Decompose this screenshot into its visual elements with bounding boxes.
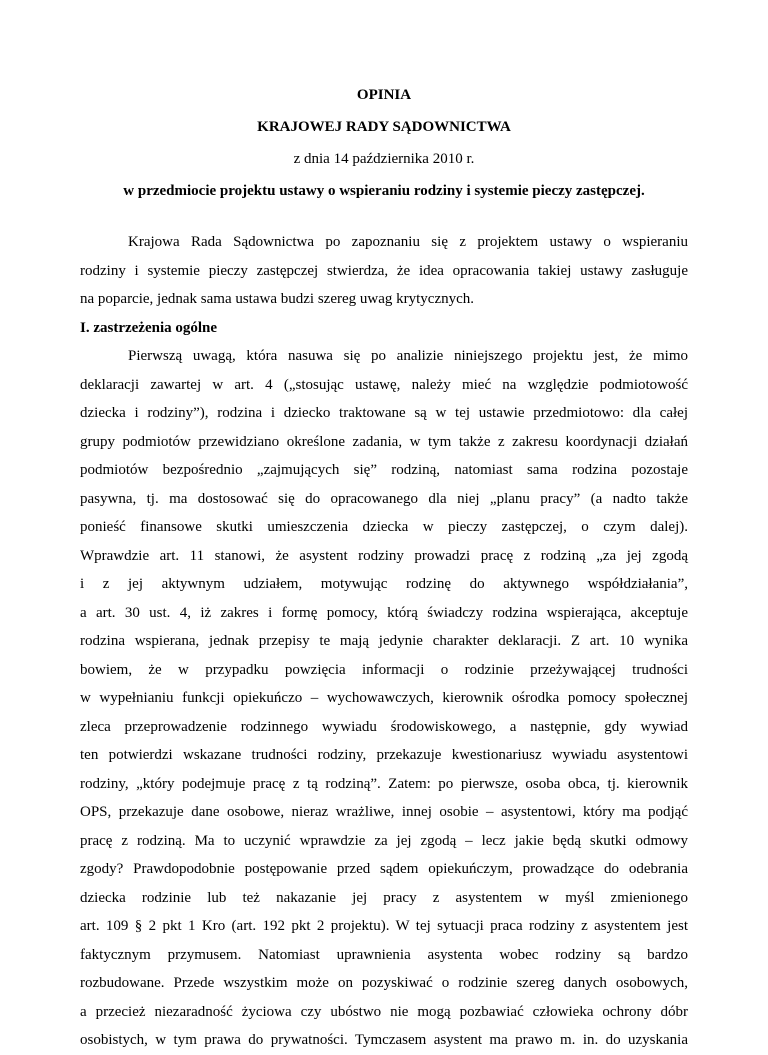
- paragraph-line: Wprawdzie art. 11 stanowi, że asystent rodziny prowadzi pracę z rodziną „za jej zgodą: [80, 547, 688, 564]
- paragraph-line: art. 109 § 2 pkt 1 Kro (art. 192 pkt 2 projektu). W tej sytuacji praca rodziny z asystentem jest: [80, 918, 688, 934]
- paragraph-line: rodzina wspierana, jednak przepisy te mają jedynie charakter deklaracji. Z art. 10 wynika: [80, 633, 688, 649]
- intro-paragraph: [80, 228, 688, 314]
- section-paragraph: [80, 342, 688, 1055]
- paragraph-line: w wypełnianiu funkcji opiekuńczo – wychowawczych, kierownik ośrodka pomocy społecznej: [80, 690, 688, 706]
- paragraph-line: osobistych, w tym prawa do prywatności. Tymczasem asystent ma prawo m. in. do uzyskania: [80, 1032, 688, 1048]
- paragraph-line: zgody? Prawdopodobnie postępowanie przed sądem opiekuńczym, prowadzące do odebrania: [80, 861, 688, 877]
- paragraph-line: rozbudowane. Przede wszystkim może on pozyskiwać o rodzinie szereg danych osobowych,: [80, 975, 688, 991]
- paragraph-line: rodziny, „który podejmuje pracę z tą rodziną”. Zatem: po pierwsze, osoba obca, tj. kierownik: [80, 775, 688, 792]
- paragraph-line: grupy podmiotów przewidziano określone zadania, w tym także z zakresu koordynacji działań: [80, 433, 688, 450]
- intro-line: na poparcie, jednak sama ustawa budzi szereg uwag krytycznych.: [80, 291, 475, 307]
- paragraph-line: bowiem, że w przypadku powzięcia informacji o rodzinie przeżywającej trudności: [80, 661, 688, 678]
- paragraph-line: i z jej aktywnym udziałem, motywując rodzinę do aktywnego współdziałania”,: [80, 576, 688, 592]
- intro-line: Krajowa Rada Sądownictwa po zapoznaniu się z projektem ustawy o wspieraniu: [128, 234, 688, 250]
- paragraph-line: ten potwierdzi wskazane trudności rodziny, przekazuje kwestionariusz wywiadu asystentowi: [80, 747, 688, 763]
- paragraph-line: pracę z rodziną. Ma to uczynić wprawdzie za jej zgodą – lecz jakie będą skutki odmowy: [80, 832, 688, 849]
- paragraph-line: OPS, przekazuje dane osobowe, nieraz wrażliwe, innej osobie – asystentowi, który ma podjąć: [80, 804, 688, 820]
- paragraph-line: dziecka i rodziny”), rodzina i dziecko traktowane są w tej ustawie przedmiotowo: dla całej: [80, 405, 688, 421]
- paragraph-line: a przecież niezaradność życiowa czy ubóstwo nie mogą pozbawiać człowieka ochrony dóbr: [80, 1003, 688, 1020]
- paragraph-line: zleca przeprowadzenie rodzinnego wywiadu środowiskowego, a następnie, gdy wywiad: [80, 718, 688, 735]
- document-page: [80, 76, 688, 1055]
- paragraph-line: ponieść finansowe skutki umieszczenia dziecka w pieczy zastępczej, o czym dalej).: [80, 519, 688, 535]
- paragraph-line: a art. 30 ust. 4, iż zakres i formę pomocy, którą świadczy rodzina wspierająca, akceptuje: [80, 604, 688, 621]
- paragraph-line: faktycznym przymusem. Natomiast uprawnienia asystenta wobec rodziny są bardzo: [80, 946, 688, 963]
- paragraph-line: pasywna, tj. ma dostosować się do opracowanego dla niej „planu pracy” (a nadto także: [80, 490, 688, 507]
- paragraph-line: podmiotów bezpośrednio „zajmujących się” rodziną, natomiast sama rodzina pozostaje: [80, 462, 688, 478]
- paragraph-line: Pierwszą uwagą, która nasuwa się po analizie niniejszego projektu jest, że mimo: [128, 348, 688, 364]
- institution-name: KRAJOWEJ RADY SĄDOWNICTWA: [257, 119, 511, 135]
- document-title: OPINIA: [356, 87, 412, 103]
- intro-line: rodziny i systemie pieczy zastępczej stwierdza, że idea opracowania takiej ustawy zasługuje: [80, 262, 688, 279]
- document-date: z dnia 14 października 2010 r.: [293, 151, 475, 167]
- paragraph-line: deklaracji zawartej w art. 4 („stosując ustawę, należy mieć na względzie podmiotowość: [80, 376, 688, 393]
- section-heading: I. zastrzeżenia ogólne: [80, 319, 218, 336]
- document-subject: w przedmiocie projektu ustawy o wspieraniu rodziny i systemie pieczy zastępczej.: [123, 183, 645, 199]
- paragraph-line: dziecka rodzinie lub też nakazanie jej pracy z asystentem w myśl zmienionego: [80, 889, 688, 906]
